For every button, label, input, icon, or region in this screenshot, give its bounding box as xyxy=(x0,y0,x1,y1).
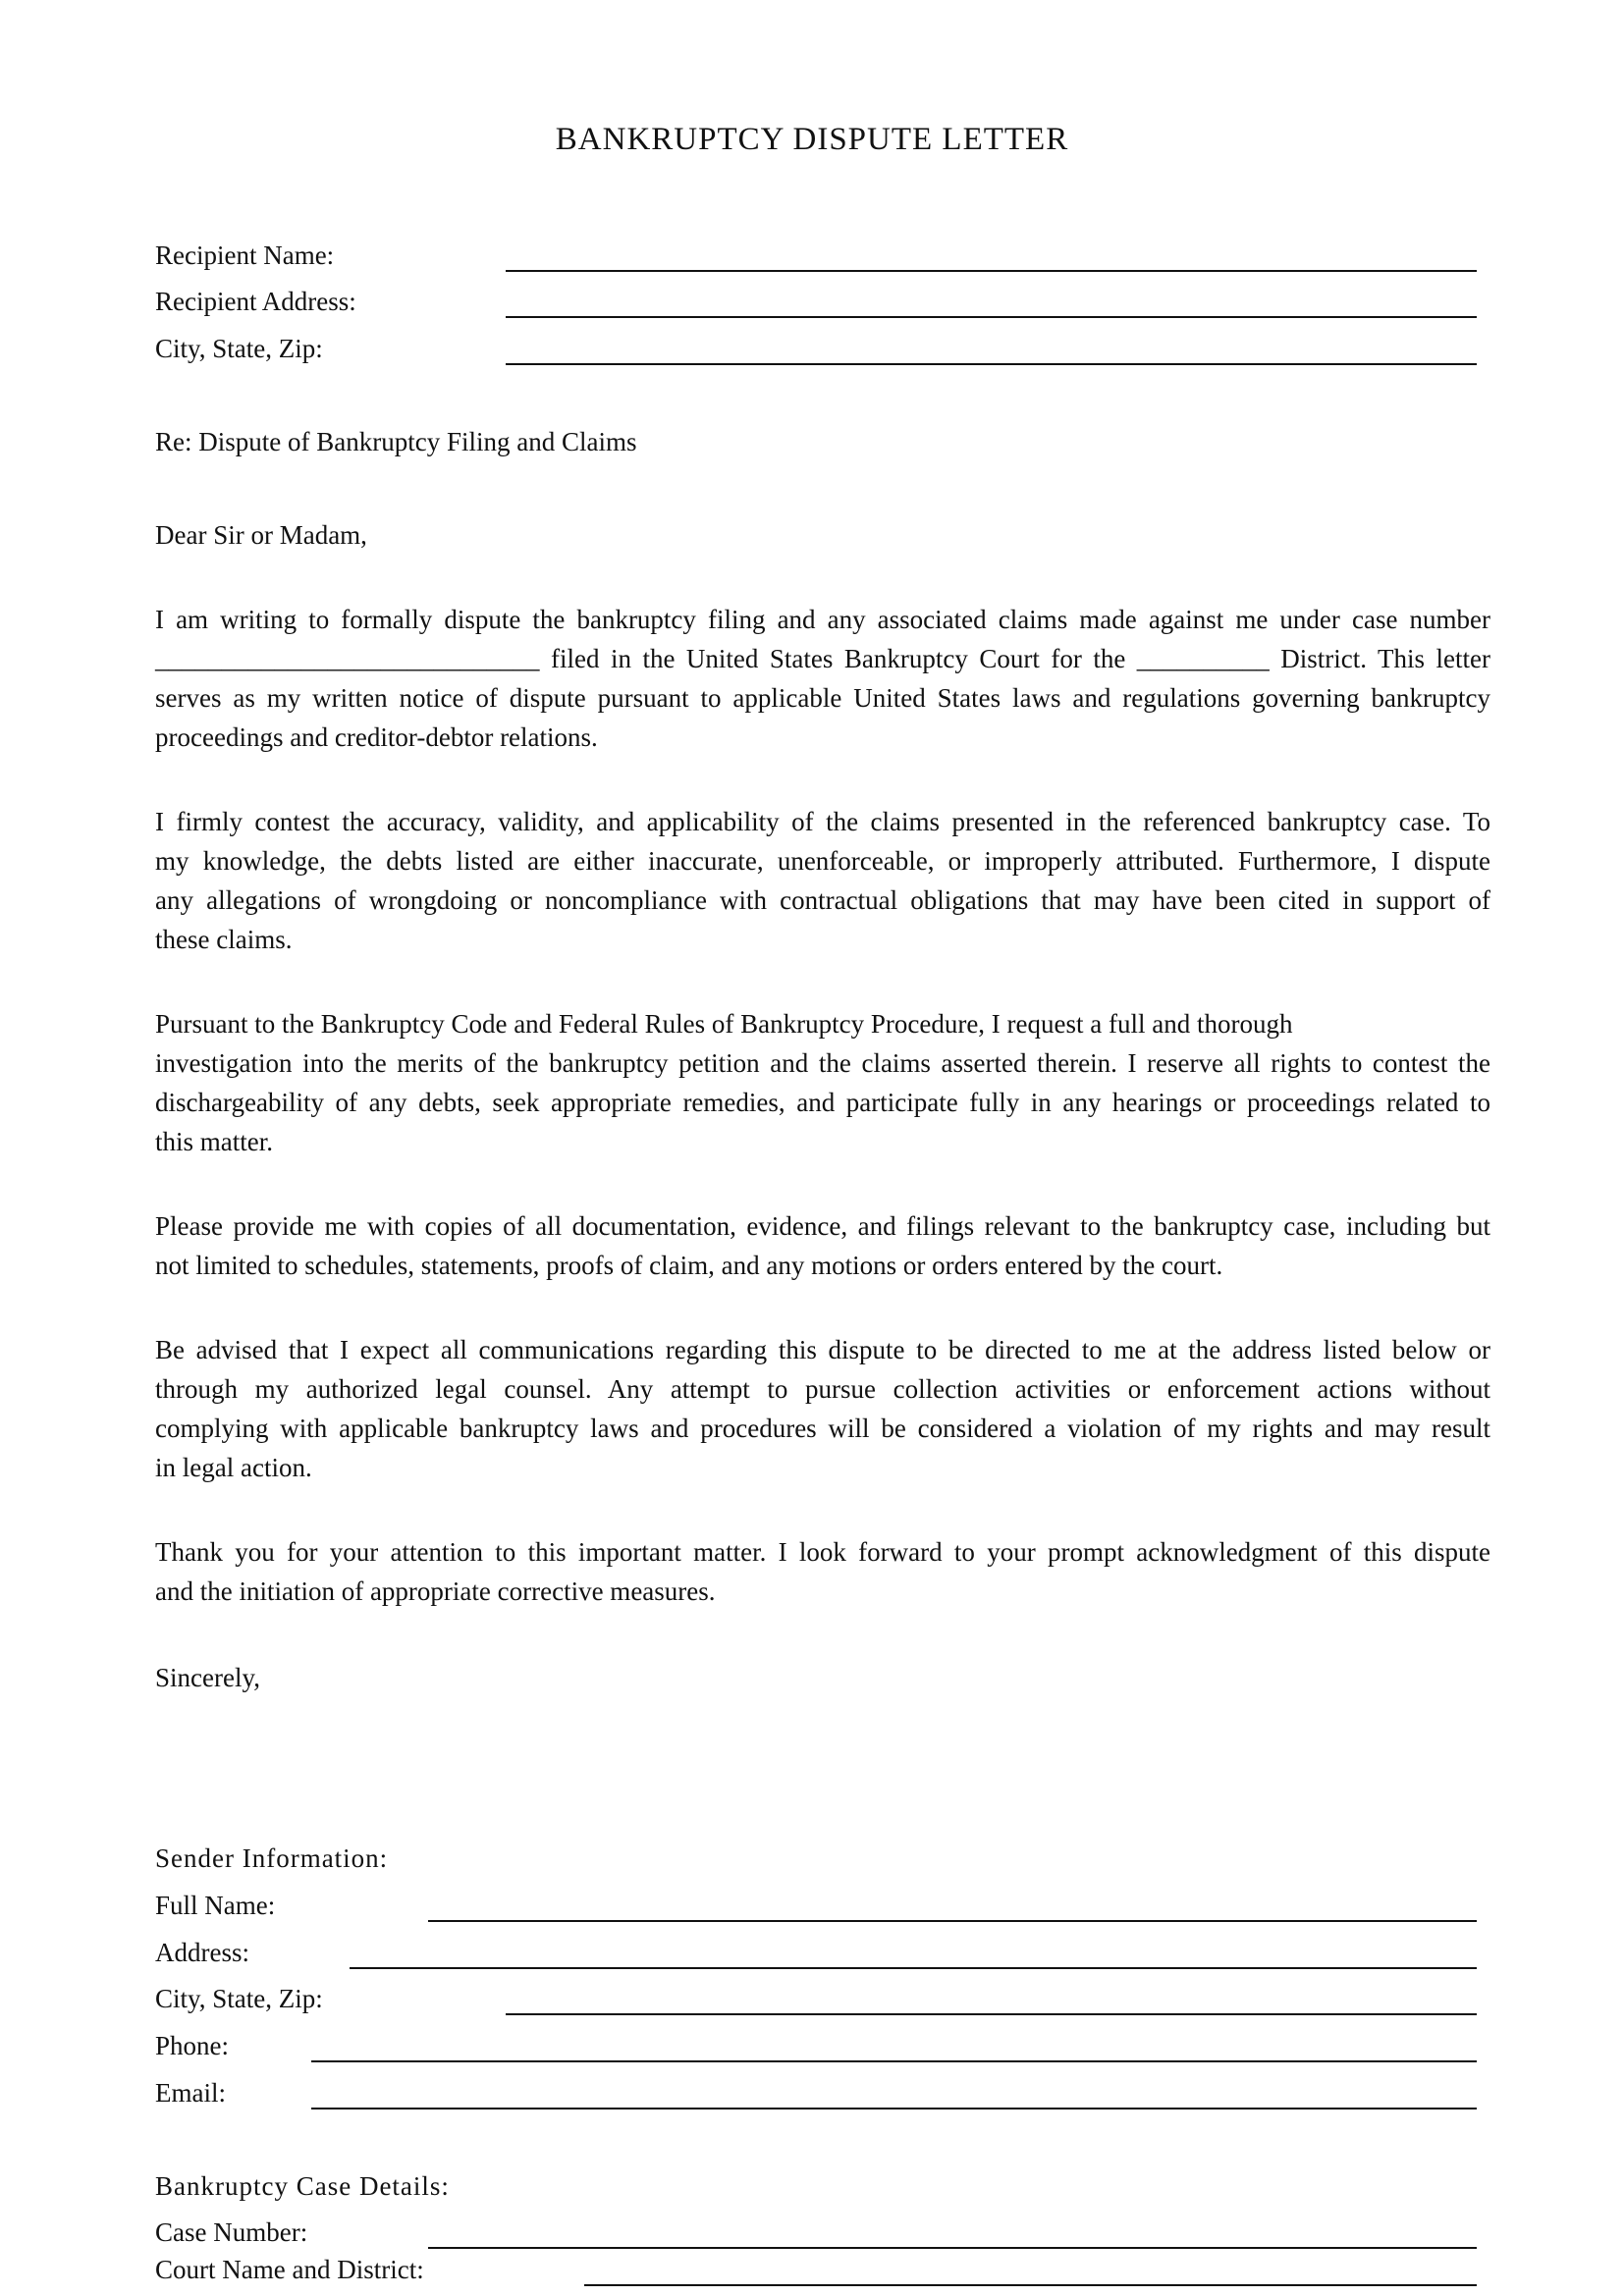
sender-address-field[interactable] xyxy=(350,1967,1477,1969)
case-number-label: Case Number: xyxy=(155,2217,308,2247)
paragraph-line: not limited to schedules, statements, proofs of claim, and any motions or orders entered by the court. xyxy=(155,1251,1223,1280)
paragraph-line: _____________________________ filed in the United States Bankruptcy Court for the __________ District. This letter xyxy=(155,644,1490,673)
recipient-city-field[interactable] xyxy=(506,363,1477,365)
paragraph-line: Please provide me with copies of all documentation, evidence, and filings relevant to the bankruptcy case, including but xyxy=(155,1211,1490,1241)
recipient-city-label: City, State, Zip: xyxy=(155,334,323,363)
recipient-name-label: Recipient Name: xyxy=(155,240,335,270)
paragraph-line: any allegations of wrongdoing or noncompliance with contractual obligations that may have been cited in support of xyxy=(155,885,1490,915)
closing: Sincerely, xyxy=(155,1663,260,1692)
sender-phone-row xyxy=(155,2024,1624,2067)
recipient-address-field[interactable] xyxy=(506,316,1477,318)
paragraph-1 xyxy=(155,600,1490,757)
paragraph-line: I am writing to formally dispute the bankruptcy filing and any associated claims made against me under case number xyxy=(155,605,1490,634)
sender-full-name-label: Full Name: xyxy=(155,1891,276,1920)
recipient-address-row xyxy=(155,280,1624,323)
paragraph-line: I firmly contest the accuracy, validity, and applicability of the claims presented in the referenced bankruptcy case. To xyxy=(155,807,1490,836)
paragraph-line: in legal action. xyxy=(155,1453,312,1482)
sender-phone-field[interactable] xyxy=(311,2060,1477,2062)
paragraph-line: Thank you for your attention to this important matter. I look forward to your prompt acknowledgment of this dispute xyxy=(155,1537,1490,1567)
sender-phone-label: Phone: xyxy=(155,2031,230,2060)
paragraph-line: proceedings and creditor-debtor relations. xyxy=(155,722,598,752)
sender-email-label: Email: xyxy=(155,2078,226,2108)
paragraph-line: complying with applicable bankruptcy laws and procedures will be considered a violation of my rights and may result xyxy=(155,1414,1490,1443)
recipient-name-field[interactable] xyxy=(506,270,1477,272)
paragraph-line: Be advised that I expect all communications regarding this dispute to be directed to me at the address listed below or xyxy=(155,1335,1490,1364)
sender-city-label: City, State, Zip: xyxy=(155,1984,323,2013)
subject-line: Re: Dispute of Bankruptcy Filing and Claims xyxy=(155,427,637,456)
sender-city-row xyxy=(155,1977,1624,2020)
sender-address-row xyxy=(155,1931,1624,1974)
paragraph-6 xyxy=(155,1532,1490,1611)
sender-full-name-row xyxy=(155,1884,1624,1927)
court-label: Court Name and District: xyxy=(155,2255,424,2284)
salutation: Dear Sir or Madam, xyxy=(155,520,367,550)
paragraph-line: serves as my written notice of dispute pursuant to applicable United States laws and regulations governing bankruptcy xyxy=(155,683,1490,713)
paragraph-line: these claims. xyxy=(155,925,293,954)
paragraph-3 xyxy=(155,1004,1490,1161)
sender-full-name-field[interactable] xyxy=(428,1920,1477,1922)
recipient-address-label: Recipient Address: xyxy=(155,287,356,316)
paragraph-line: and the initiation of appropriate corrective measures. xyxy=(155,1576,716,1606)
sender-email-field[interactable] xyxy=(311,2108,1477,2109)
recipient-city-row xyxy=(155,327,1624,370)
court-field[interactable] xyxy=(584,2284,1477,2286)
paragraph-5 xyxy=(155,1330,1490,1487)
paragraph-line: Pursuant to the Bankruptcy Code and Federal Rules of Bankruptcy Procedure, I request a full and thorough xyxy=(155,1009,1293,1039)
paragraph-4 xyxy=(155,1206,1490,1285)
paragraph-line: investigation into the merits of the bankruptcy petition and the claims asserted therein. I reserve all rights to contest the xyxy=(155,1048,1490,1078)
document-title: BANKRUPTCY DISPUTE LETTER xyxy=(555,122,1069,157)
paragraph-2 xyxy=(155,802,1490,959)
court-row xyxy=(155,2248,1624,2291)
sender-city-field[interactable] xyxy=(506,2013,1477,2015)
paragraph-line: my knowledge, the debts listed are either inaccurate, unenforceable, or improperly attributed. Furthermore, I dispute xyxy=(155,846,1490,876)
paragraph-line: dischargeability of any debts, seek appropriate remedies, and participate fully in any hearings or proceedings related to xyxy=(155,1088,1490,1117)
sender-email-row xyxy=(155,2071,1624,2114)
case-details-heading: Bankruptcy Case Details: xyxy=(155,2171,450,2201)
sender-address-label: Address: xyxy=(155,1938,249,1967)
sender-heading: Sender Information: xyxy=(155,1843,389,1873)
paragraph-line: this matter. xyxy=(155,1127,273,1156)
paragraph-line: through my authorized legal counsel. Any attempt to pursue collection activities or enforcement actions without xyxy=(155,1374,1490,1404)
recipient-name-row xyxy=(155,234,1624,277)
